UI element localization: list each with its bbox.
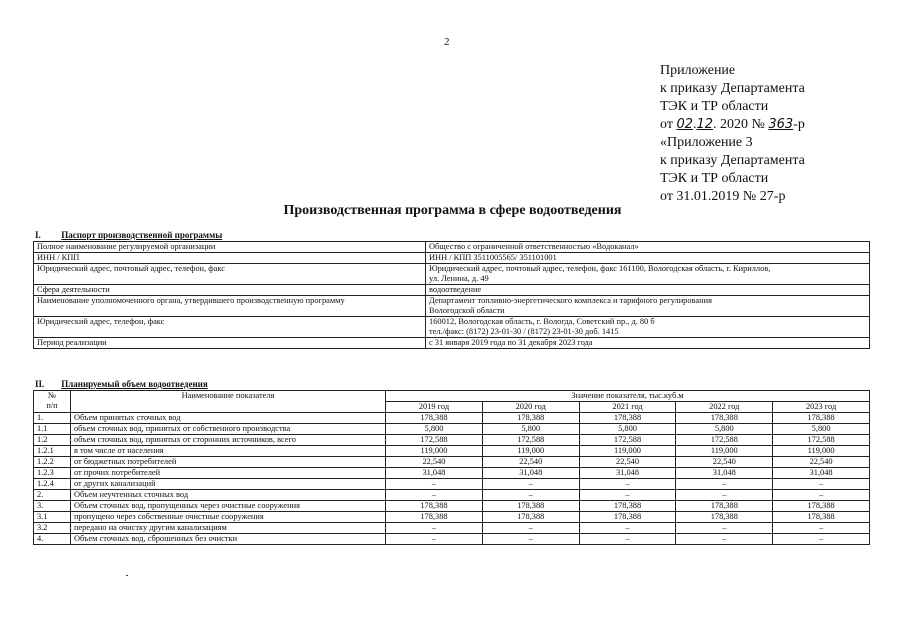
volume-row [34,435,870,446]
passport-label: Сфера деятельности [34,285,426,296]
row-number: 1.2.3 [34,468,71,479]
passport-label: Юридический адрес, почтовый адрес, телефон, факс [34,264,426,285]
col-header-number: № п/п [34,391,71,413]
section2-heading [35,379,208,389]
row-name: Объем принятых сточных вод [70,413,385,424]
section-title: Планируемый объем водоотведения [61,379,208,389]
row-value: – [773,490,870,501]
page-number: 2 [444,36,450,48]
row-value: 172,588 [482,435,579,446]
row-value: 5,800 [482,424,579,435]
volume-row [34,534,870,545]
row-value: 178,388 [773,501,870,512]
passport-table [33,241,870,349]
row-value: 119,000 [482,446,579,457]
row-value: 178,388 [676,413,773,424]
volume-row [34,413,870,424]
passport-label: Юридический адрес, телефон, факс [34,317,426,338]
row-name: Объем сточных вод, сброшенных без очистки [70,534,385,545]
row-value: 172,588 [676,435,773,446]
appendix-line: Приложение [660,63,736,78]
row-value: – [386,490,483,501]
row-number: 1.2.2 [34,457,71,468]
volume-row [34,424,870,435]
row-value: 22,540 [676,457,773,468]
row-name: пропущено через собственные очистные сооружения [70,512,385,523]
volume-row [34,512,870,523]
number-suffix: -р [793,117,805,132]
row-value: 31,048 [676,468,773,479]
row-value: 31,048 [386,468,483,479]
row-value: 178,388 [482,413,579,424]
row-value: 178,388 [676,512,773,523]
passport-row [34,338,870,349]
row-value: 5,800 [386,424,483,435]
row-value: – [773,479,870,490]
row-value: 178,388 [773,413,870,424]
row-value: – [386,534,483,545]
row-value: – [676,490,773,501]
date-sep: . [692,117,697,132]
date-prefix: от [660,117,673,132]
passport-value: Общество с ограниченной ответственностью «Водоканал» [426,242,870,253]
row-name: от других канализаций [70,479,385,490]
row-value: 178,388 [482,501,579,512]
row-value: 178,388 [482,512,579,523]
row-number: 4. [34,534,71,545]
volume-row [34,490,870,501]
col-header-values: Значение показателя, тыс.куб.м [386,391,870,402]
row-name: объем сточных вод, принятых от собственного производства [70,424,385,435]
row-value: – [482,479,579,490]
row-value: – [579,523,676,534]
passport-label: Период реализации [34,338,426,349]
row-number: 2. [34,490,71,501]
row-value: 5,800 [579,424,676,435]
row-value: 119,000 [676,446,773,457]
row-number: 1.2.4 [34,479,71,490]
row-value: – [482,534,579,545]
row-number: 3. [34,501,71,512]
passport-label: ИНН / КПП [34,253,426,264]
volume-row [34,501,870,512]
row-value: – [386,523,483,534]
row-value: 22,540 [482,457,579,468]
row-value: 119,000 [773,446,870,457]
row-value: 178,388 [676,501,773,512]
passport-row [34,296,870,317]
date-year: . 2020 № [713,117,765,132]
volume-table [33,390,870,545]
row-value: 22,540 [773,457,870,468]
row-value: – [676,523,773,534]
row-value: 5,800 [773,424,870,435]
row-value: – [579,490,676,501]
row-value: – [676,534,773,545]
row-value: 178,388 [386,512,483,523]
col-header-name: Наименование показателя [70,391,385,413]
appendix-line: к приказу Департамента [660,81,805,96]
section-title: Паспорт производственной программы [61,230,223,240]
row-value: 22,540 [386,457,483,468]
passport-label: Полное наименование регулируемой организации [34,242,426,253]
row-value: – [482,523,579,534]
passport-label: Наименование уполномоченного органа, утвердившего производственную программу [34,296,426,317]
row-name: в том числе от населения [70,446,385,457]
passport-value: водоотведение [426,285,870,296]
handwritten-month: 12 [696,117,714,132]
passport-row [34,264,870,285]
row-value: 172,588 [579,435,676,446]
section1-heading [35,230,222,240]
row-value: 119,000 [579,446,676,457]
passport-value: Юридический адрес, почтовый адрес, телефон, факс 161100, Вологодская область, г. Кириллов, ул. Ленина, д. 49 [426,264,870,285]
volume-row [34,479,870,490]
row-name: от прочих потребителей [70,468,385,479]
row-value: – [773,534,870,545]
year-header: 2021 год [579,402,676,413]
year-header: 2020 год [482,402,579,413]
row-value: – [579,534,676,545]
row-value: 178,388 [579,501,676,512]
row-number: 3.2 [34,523,71,534]
passport-value: 160012, Вологодская область, г. Вологда, Советский пр., д. 80 б тел./факс: (8172) 23-01-30 / (8172) 23-01-30 доб. 1415 [426,317,870,338]
appendix-block [660,62,805,206]
appendix-line: ТЭК и ТР области [660,99,769,114]
row-value: 172,588 [773,435,870,446]
passport-row [34,317,870,338]
row-number: 3.1 [34,512,71,523]
passport-value: ИНН / КПП 3511005565/ 351101001 [426,253,870,264]
passport-row [34,253,870,264]
row-value: 5,800 [676,424,773,435]
row-name: передано на очистку другим канализациям [70,523,385,534]
row-value: – [773,523,870,534]
year-header: 2022 год [676,402,773,413]
section-number: II. [35,379,45,389]
year-header: 2023 год [773,402,870,413]
row-number: 1. [34,413,71,424]
handwritten-number: 363 [768,117,794,132]
row-value: 178,388 [773,512,870,523]
row-value: – [482,490,579,501]
row-number: 1.2.1 [34,446,71,457]
passport-value: с 31 января 2019 года по 31 декабря 2023 года [426,338,870,349]
row-value: 31,048 [579,468,676,479]
row-value: 178,388 [386,501,483,512]
row-value: – [386,479,483,490]
row-name: от бюджетных потребителей [70,457,385,468]
row-value: 119,000 [386,446,483,457]
row-value: 178,388 [386,413,483,424]
row-value: 31,048 [773,468,870,479]
row-name: Объем сточных вод, пропущенных через очистные сооружения [70,501,385,512]
appendix-line: к приказу Департамента [660,153,805,168]
volume-row [34,523,870,534]
row-name: Объем неучтенных сточных вод [70,490,385,501]
appendix-line: от 31.01.2019 № 27-р [660,189,786,204]
row-value: – [676,479,773,490]
row-value: 178,388 [579,512,676,523]
row-number: 1.1 [34,424,71,435]
appendix-line: ТЭК и ТР области [660,171,769,186]
appendix-line: «Приложение 3 [660,135,753,150]
section-number: I. [35,230,41,240]
row-value: – [579,479,676,490]
document-title: Производственная программа в сфере водоотведения [283,203,622,218]
row-value: 178,388 [579,413,676,424]
volume-row [34,457,870,468]
passport-row [34,285,870,296]
row-value: 172,588 [386,435,483,446]
scan-speck [126,575,128,576]
volume-row [34,468,870,479]
passport-row [34,242,870,253]
year-header: 2019 год [386,402,483,413]
handwritten-day: 02 [676,117,693,132]
row-name: объем сточных вод, принятых от сторонних источников, всего [70,435,385,446]
row-value: 22,540 [579,457,676,468]
passport-value: Департамент топливно-энергетического комплекса и тарифного регулирования Вологодской области [426,296,870,317]
volume-row [34,446,870,457]
appendix-date-line [660,116,805,134]
row-number: 1.2 [34,435,71,446]
row-value: 31,048 [482,468,579,479]
